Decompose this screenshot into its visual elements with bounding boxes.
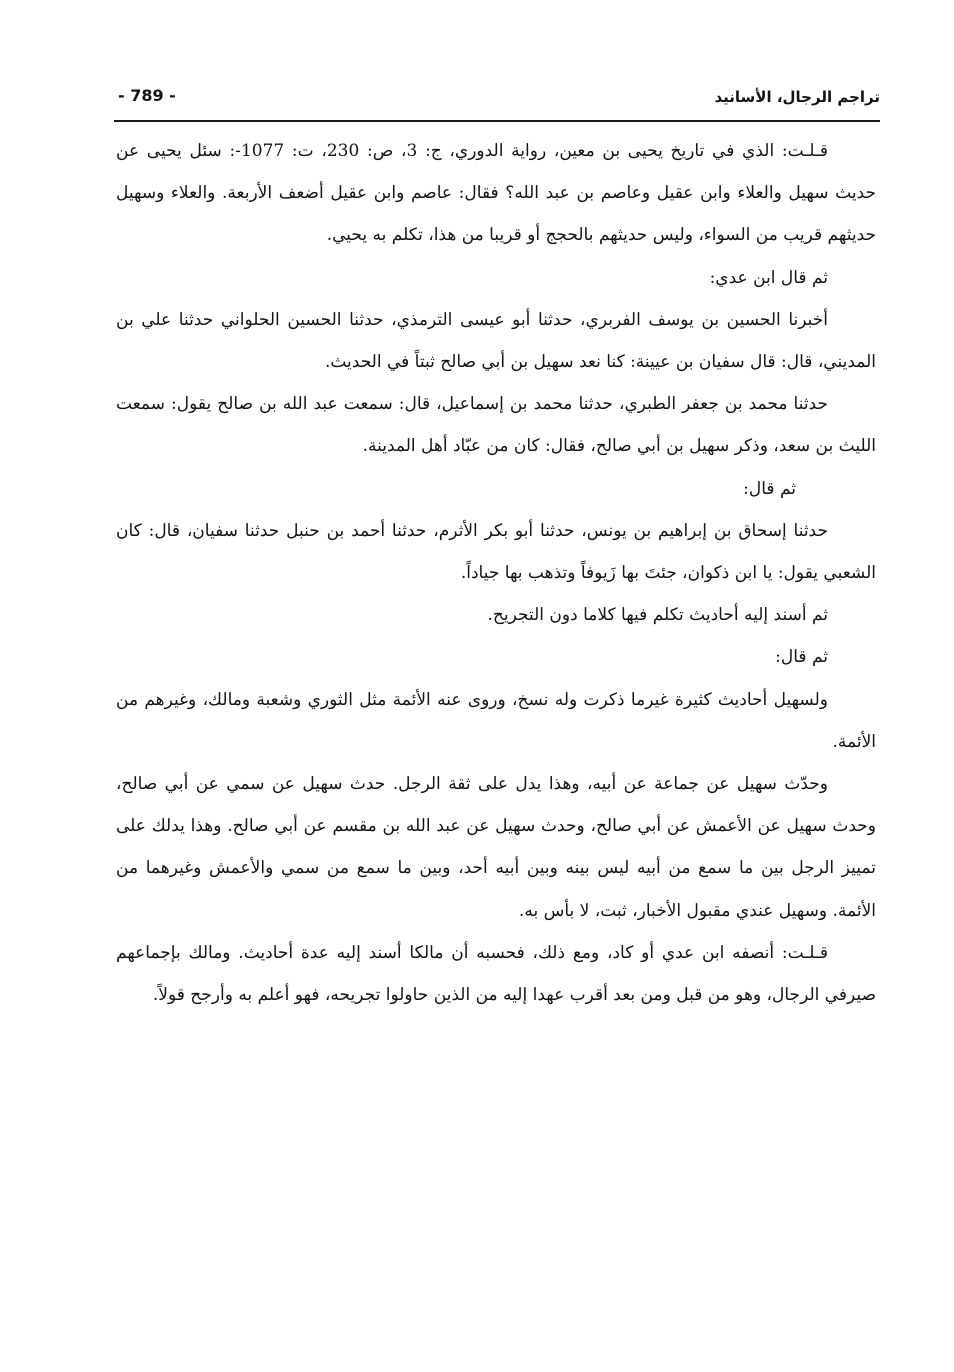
paragraph-ibn-adi-said: ثم قال ابن عدي: [709, 267, 828, 288]
paragraph-hussein-narration: أخبرنا الحسين بن يوسف الفربري، حدثنا أبو عيسى الترمذي، حدثنا الحسين الحلواني حدثنا علي بن المديني، قال: قال سفيان بن عيينة: كنا نعد سهيل بن أبي صالح ثبتاً في الحديث. [116, 309, 876, 373]
running-title: تراجم الرجال، الأسانيد [714, 88, 880, 106]
paragraph-suhail-narrators: وحدّث سهيل عن جماعة عن أبيه، وهذا يدل على ثقة الرجل. حدث سهيل عن سمي عن أبي صالح، وحدث سهيل عن الأعمش عن أبي صالح، وحدث سهيل عن عبد الله بن مقسم عن أبي صالح. وهذا يدلك على تمييز الرجل بين ما سمع من أبيه ليس بينه وبين أبيه أحد، وبين ما سمع من سمي والأعمش وغيرهما من الأئمة. وسهيل عندي مقبول الأخبار، ثبت، لا بأس به. [116, 774, 876, 921]
body-text [116, 130, 876, 1016]
paragraph-then-said-1: ثم قال: [743, 478, 796, 499]
paragraph-then-said-2: ثم قال: [775, 647, 828, 668]
page-header [114, 80, 880, 114]
paragraph-conclusion: قـلـت: أنصفه ابن عدي أو كاد، ومع ذلك، فحسبه أن مالكا أسند إليه عدة أحاديث. ومالك بإجماعهم صيرفي الرجال، وهو من قبل ومن بعد أقرب عهدا إليه من الذين حاولوا تجريحه، فهو أعلم به وأرجح قولاً. [116, 942, 876, 1006]
paragraph-suhail-hadiths: ولسهيل أحاديث كثيرة غيرما ذكرت وله نسخ، وروى عنه الأئمة مثل الثوري وشعبة ومالك، وغيرهم من الأئمة. [116, 689, 876, 752]
paragraph-ishaq-narration: حدثنا إسحاق بن إبراهيم بن يونس، حدثنا أبو بكر الأثرم، حدثنا أحمد بن حنبل حدثنا سفيان، قال: كان الشعبي يقول: يا ابن ذكوان، جئتَ بها زَيوفاً وتذهب بها جياداً. [116, 520, 876, 584]
paragraph-musnad-note: ثم أسند إليه أحاديث تكلم فيها كلاما دون التجريح. [487, 605, 828, 626]
paragraph-tabari-narration: حدثنا محمد بن جعفر الطبري، حدثنا محمد بن إسماعيل، قال: سمعت عبد الله بن صالح يقول: سمعت الليث بن سعد، وذكر سهيل بن أبي صالح، فقال: كان من عبّاد أهل المدينة. [116, 394, 876, 457]
header-rule [114, 120, 880, 122]
paragraph-ibn-maeen-note: قـلـت: الذي في تاريخ يحيى بن معين، رواية الدوري، ج: 3، ص: 230، ت: 1077-: سئل يحيى عن حديث سهيل والعلاء وابن عقيل وعاصم بن عبد الله؟ فقال: عاصم وابن عقيل أضعف الأربعة. والعلاء وسهيل حديثهم قريب من السواء، وليس حديثهم بالحجج أو قريبا من هذا، تكلم به يحيي. [116, 141, 876, 246]
page-number: - 789 - [118, 86, 176, 105]
